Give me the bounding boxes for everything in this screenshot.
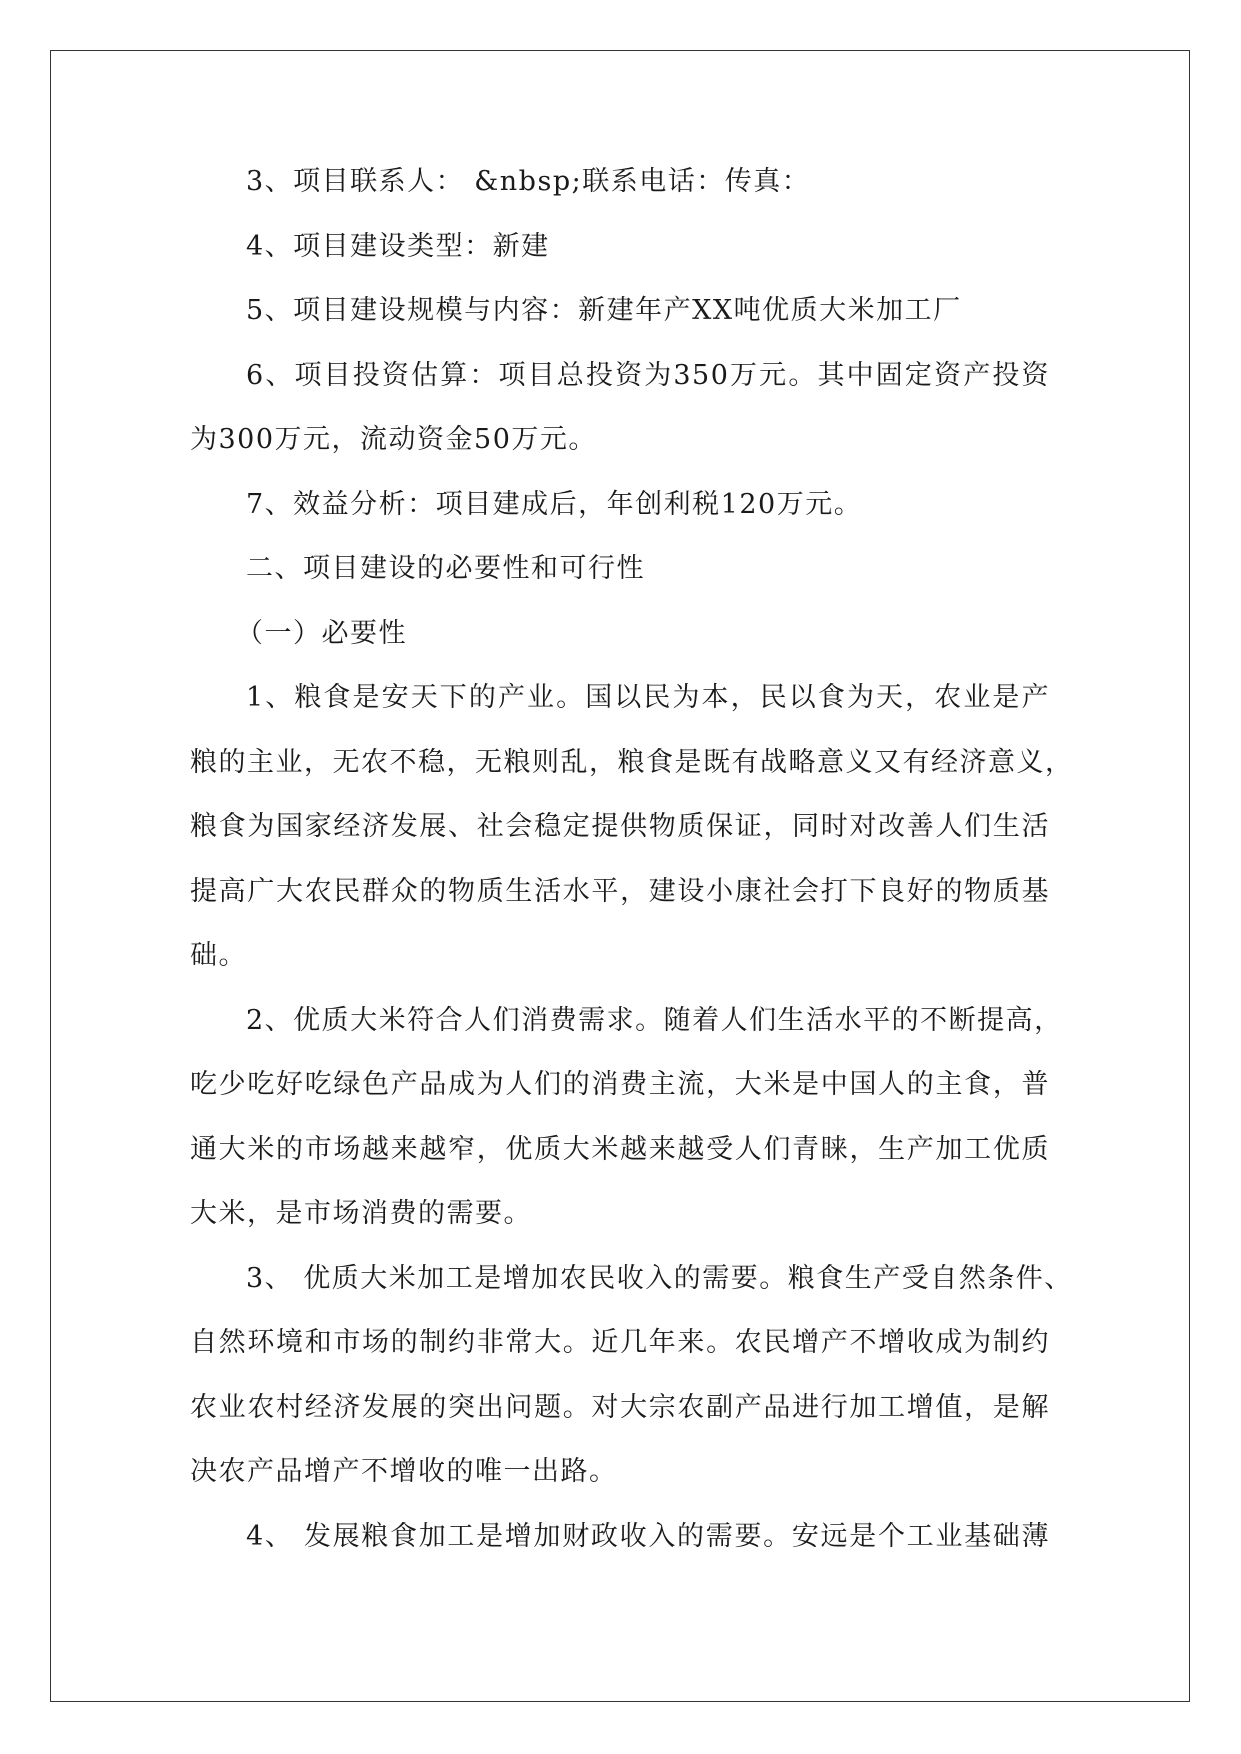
text-line: 1、粮食是安天下的产业。国以民为本，民以食为天，农业是产	[246, 682, 1050, 713]
text-line: 粮食为国家经济发展、社会稳定提供物质保证，同时对改善人们生活	[190, 811, 1050, 842]
text-line: 农业农村经济发展的突出问题。对大宗农副产品进行加工增值，是解	[190, 1391, 1050, 1423]
text-line: 3、 优质大米加工是增加农民收入的需要。粮食生产受自然条件、	[246, 1262, 1073, 1294]
text-line: 大米，是市场消费的需要。	[190, 1198, 532, 1229]
text-line: 二、项目建设的必要性和可行性	[246, 553, 645, 584]
text-line: 提高广大农民群众的物质生活水平，建设小康社会打下良好的物质基	[190, 875, 1050, 907]
document-body	[190, 150, 1074, 1569]
text-line: 自然环境和市场的制约非常大。近几年来。农民增产不增收成为制约	[190, 1327, 1050, 1358]
text-line: 2、优质大米符合人们消费需求。随着人们生活水平的不断提高，	[246, 1004, 1063, 1036]
text-line: 5、项目建设规模与内容：新建年产XX吨优质大米加工厂	[246, 295, 962, 326]
text-line: 决农产品增产不增收的唯一出路。	[190, 1456, 618, 1487]
text-line: 4、 发展粮食加工是增加财政收入的需要。安远是个工业基础薄	[246, 1520, 1050, 1552]
text-line: 4、项目建设类型：新建	[246, 230, 550, 262]
text-line: 吃少吃好吃绿色产品成为人们的消费主流，大米是中国人的主食，普	[190, 1069, 1050, 1100]
text-line: 粮的主业，无农不稳，无粮则乱，粮食是既有战略意义又有经济意义，	[190, 746, 1074, 778]
text-line: 3、项目联系人： &nbsp;联系电话：传真：	[246, 166, 811, 197]
text-line: （一）必要性	[236, 617, 407, 649]
text-line: 为300万元，流动资金50万元。	[190, 424, 597, 455]
text-line: 6、项目投资估算：项目总投资为350万元。其中固定资产投资	[246, 359, 1050, 391]
text-line: 础。	[190, 940, 247, 971]
text-line: 通大米的市场越来越窄，优质大米越来越受人们青睐，生产加工优质	[190, 1133, 1050, 1165]
text-line: 7、效益分析：项目建成后，年创利税120万元。	[246, 488, 863, 520]
